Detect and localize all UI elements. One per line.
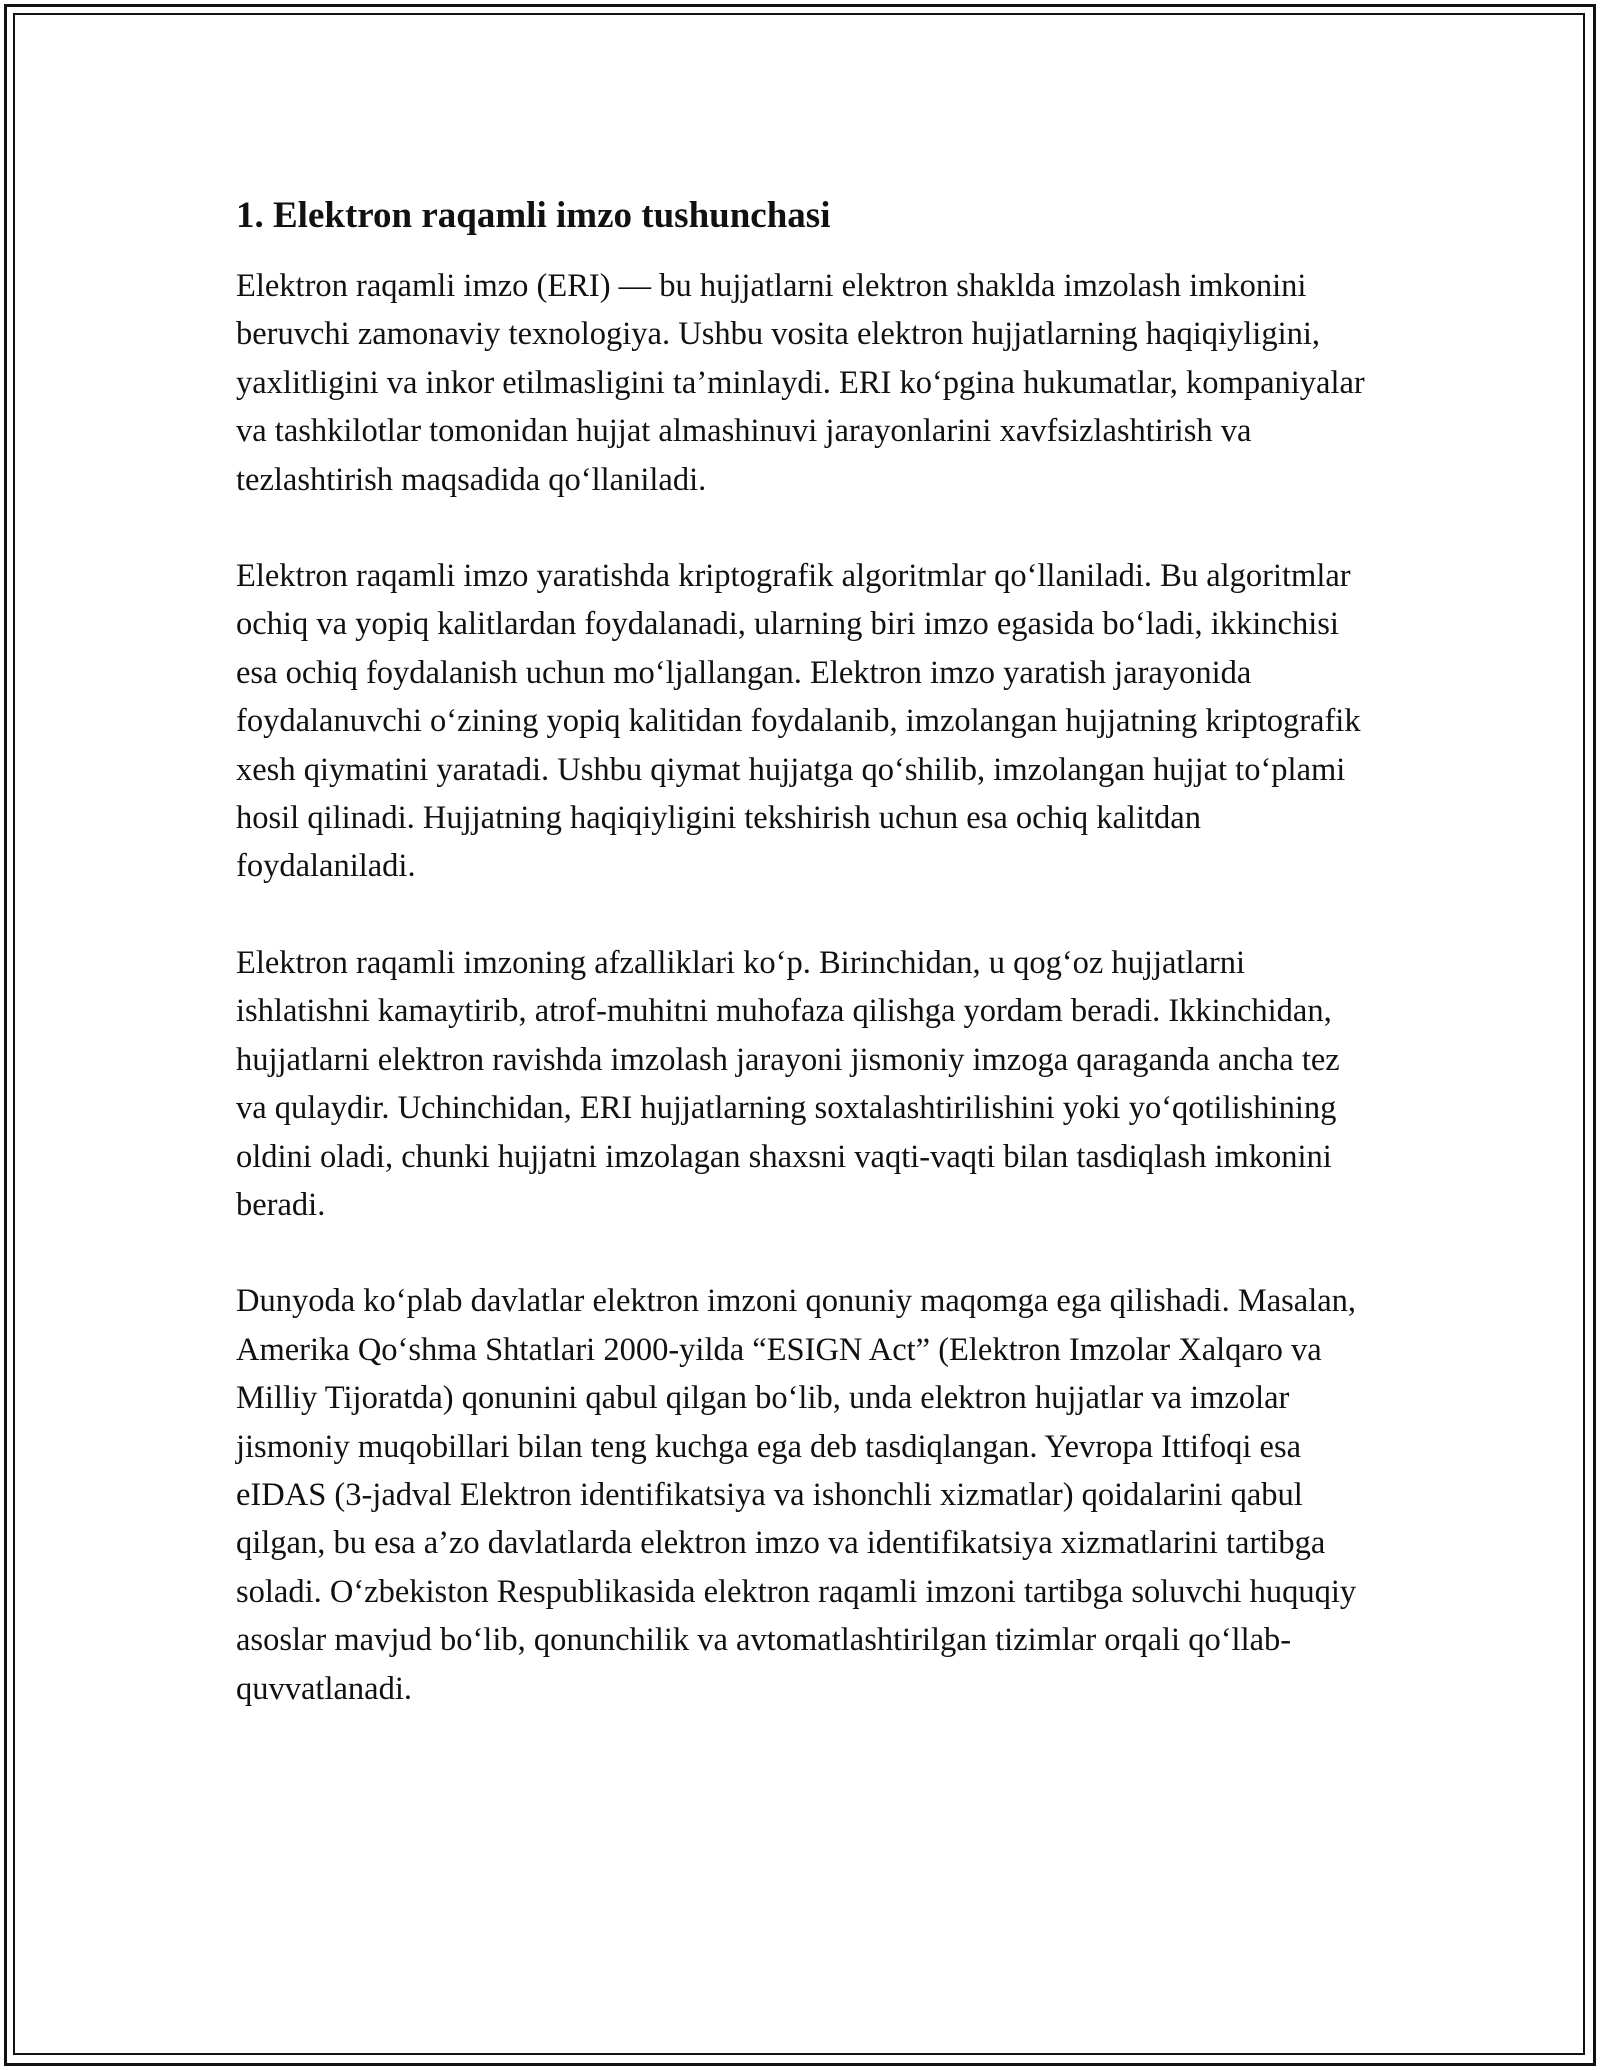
paragraph-advantages: Elektron raqamli imzoning afzalliklari koʻp. Birinchidan, u qogʻoz hujjatlarni ishlatishni kamaytirib, atrof-muhitni muhofaza qilishga yordam beradi. Ikkinchidan, hujjatlarni elektron ravishda imzolash jarayoni jismoniy imzoga qaraganda ancha tez va qulaydir. Uchinchidan, ERI hujjatlarning soxtalashtirilishini yoki yoʻqotilishining oldini oladi, chunki hujjatni imzolagan shaxsni vaqti-vaqti bilan tasdiqlash imkonini beradi.: [236, 944, 1340, 1223]
section-heading: 1. Elektron raqamli imzo tushunchasi: [236, 195, 831, 236]
paragraph-cryptography: Elektron raqamli imzo yaratishda kriptografik algoritmlar qoʻllaniladi. Bu algoritmlar ochiq va yopiq kalitlardan foydalanadi, ularning biri imzo egasida boʻladi, ikkinchisi esa ochiq foydalanish uchun moʻljallangan. Elektron imzo yaratish jarayonida foydalanuvchi oʻzining yopiq kalitidan foydalanib, imzolangan hujjatning kriptografik xesh qiymatini yaratadi. Ushbu qiymat hujjatga qoʻshilib, imzolangan hujjat toʻplami hosil qilinadi. Hujjatning haqiqiyligini tekshirish uchun esa ochiq kalitdan foydalaniladi.: [236, 558, 1361, 885]
paragraph-definition: Elektron raqamli imzo (ERI) — bu hujjatlarni elektron shaklda imzolash imkonini beruvchi zamonaviy texnologiya. Ushbu vosita elektron hujjatlarning haqiqiyligini, yaxlitligini va inkor etilmasligini ta’minlaydi. ERI koʻpgina hukumatlar, kompaniyalar va tashkilotlar tomonidan hujjat almashinuvi jarayonlarini xavfsizlashtirish va tezlashtirish maqsadida qoʻllaniladi.: [236, 268, 1365, 498]
paragraph-legal-status: Dunyoda koʻplab davlatlar elektron imzoni qonuniy maqomga ega qilishadi. Masalan, Amerika Qoʻshma Shtatlari 2000-yilda “ESIGN Act” (Elektron Imzolar Xalqaro va Milliy Tijoratda) qonunini qabul qilgan boʻlib, unda elektron hujjatlar va imzolar jismoniy muqobillari bilan teng kuchga ega deb tasdiqlangan. Yevropa Ittifoqi esa eIDAS (3-jadval Elektron identifikatsiya va ishonchli xizmatlar) qoidalarini qabul qilgan, bu esa a’zo davlatlarda elektron imzo va identifikatsiya xizmatlarini tartibga soladi. Oʻzbekiston Respublikasida elektron raqamli imzoni tartibga soluvchi huquqiy asoslar mavjud boʻlib, qonunchilik va avtomatlashtirilgan tizimlar orqali qoʻllab-quvvatlanadi.: [236, 1283, 1357, 1707]
document-body: [236, 186, 1366, 1761]
